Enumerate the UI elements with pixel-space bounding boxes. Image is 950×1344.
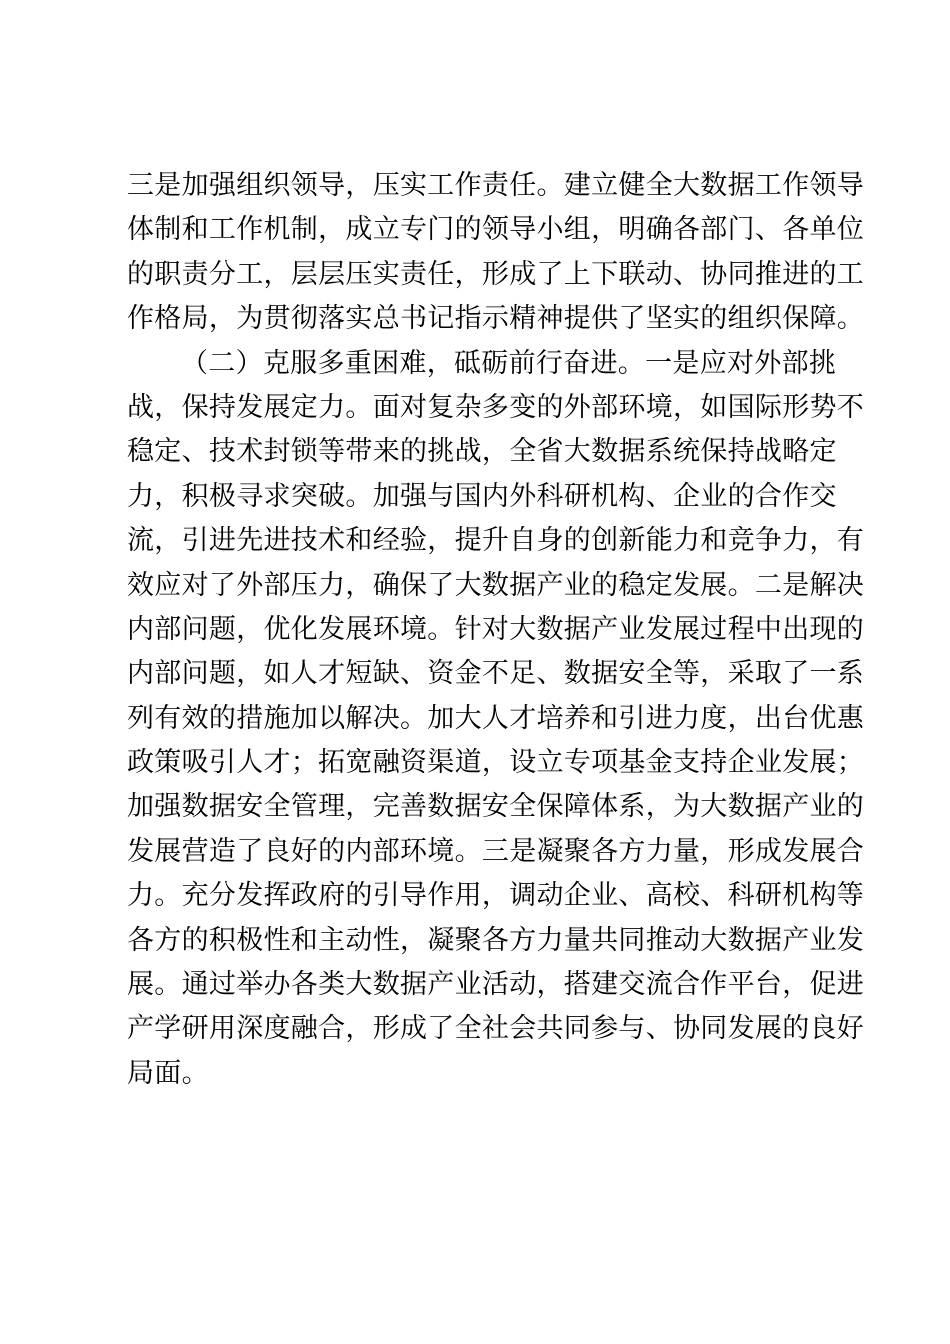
text-line: 效应对了外部压力，确保了大数据产业的稳定发展。二是解决	[127, 569, 865, 601]
text-line: 内部问题，优化发展环境。针对大数据产业发展过程中出现的	[127, 613, 865, 645]
text-line: 力。充分发挥政府的引导作用，调动企业、高校、科研机构等	[127, 880, 865, 912]
text-line: 体制和工作机制，成立专门的领导小组，明确各部门、各单位	[127, 214, 865, 246]
text-line: 加强数据安全管理，完善数据安全保障体系，为大数据产业的	[127, 791, 865, 823]
text-line: 展。通过举办各类大数据产业活动，搭建交流合作平台，促进	[127, 969, 865, 1001]
document-body	[127, 164, 865, 1096]
text-line: 战，保持发展定力。面对复杂多变的外部环境，如国际形势不	[127, 391, 865, 423]
text-line: 产学研用深度融合，形成了全社会共同参与、协同发展的良好	[127, 1013, 865, 1045]
text-line: 三是加强组织领导，压实工作责任。建立健全大数据工作领导	[127, 170, 865, 201]
text-line: 的职责分工，层层压实责任，形成了上下联动、协同推进的工	[127, 258, 865, 290]
text-line: 内部问题，如人才短缺、资金不足、数据安全等，采取了一系	[127, 658, 865, 690]
text-line: 稳定、技术封锁等带来的挑战，全省大数据系统保持战略定	[127, 436, 837, 468]
text-line: 各方的积极性和主动性，凝聚各方力量共同推动大数据产业发	[127, 924, 865, 956]
section-heading-line: （二）克服多重困难，砥砺前行奋进。一是应对外部挑	[181, 347, 837, 379]
text-line: 力，积极寻求突破。加强与国内外科研机构、企业的合作交	[127, 480, 837, 512]
text-line: 流，引进先进技术和经验，提升自身的创新能力和竞争力，有	[127, 525, 865, 557]
text-line: 局面。	[127, 1057, 209, 1089]
text-line: 列有效的措施加以解决。加大人才培养和引进力度，出台优惠	[127, 702, 865, 734]
text-line: 政策吸引人才；拓宽融资渠道，设立专项基金支持企业发展；	[127, 747, 865, 779]
text-line: 作格局，为贯彻落实总书记指示精神提供了坚实的组织保障。	[127, 303, 865, 335]
text-line: 发展营造了良好的内部环境。三是凝聚各方力量，形成发展合	[127, 835, 865, 867]
